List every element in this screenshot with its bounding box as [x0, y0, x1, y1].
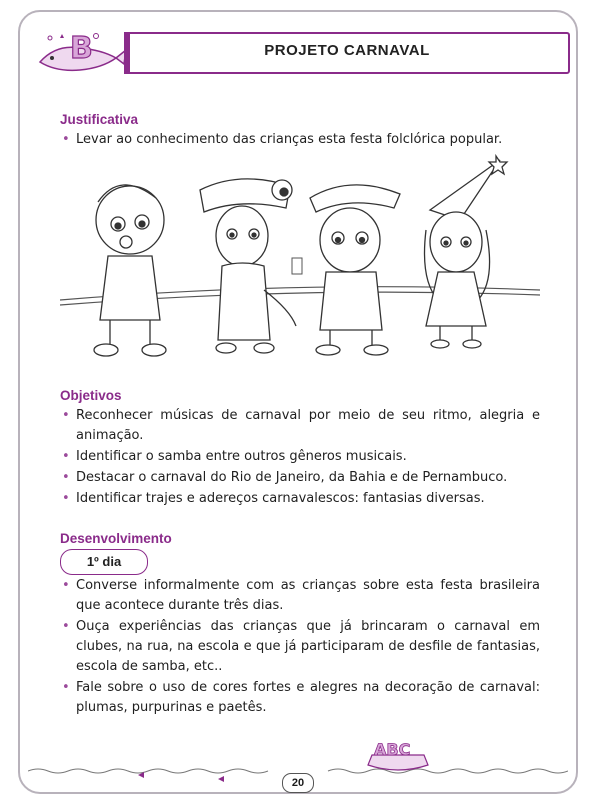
list-item: • Reconhecer músicas de carnaval por meio de seu ritmo, alegria e animação. [60, 406, 540, 446]
children-costumes-illustration [60, 150, 540, 365]
day-badge: 1º dia [60, 549, 148, 575]
list-item: • Fale sobre o uso de cores fortes e alegres na decoração de carnaval: plumas, purpurinas e paetês. [60, 678, 540, 718]
list-item: • Identificar o samba entre outros gêneros musicais. [60, 447, 540, 467]
page-number: 20 [282, 773, 314, 793]
list-item: • Levar ao conhecimento das crianças esta festa folclórica popular. [60, 130, 540, 150]
list-item: • Destacar o carnaval do Rio de Janeiro, da Bahia e de Pernambuco. [60, 468, 540, 488]
list-item: • Converse informalmente com as crianças sobre esta festa brasileira que acontece durante três dias. [60, 576, 540, 616]
justificativa-list [60, 130, 540, 151]
page-title: PROJETO CARNAVAL [264, 42, 430, 59]
list-item: • Identificar trajes e adereços carnavalescos: fantasias diversas. [60, 489, 540, 509]
title-banner [124, 32, 570, 74]
fish-logo-icon [36, 24, 126, 84]
svg-text:B: B [70, 31, 93, 66]
desenvolvimento-list [60, 576, 540, 719]
objetivos-list [60, 406, 540, 510]
header [28, 24, 568, 84]
svg-text:ABC: ABC [374, 740, 411, 759]
section-title-objetivos: Objetivos [60, 388, 122, 403]
section-title-desenvolvimento: Desenvolvimento [60, 531, 172, 546]
section-title-justificativa: Justificativa [60, 112, 139, 127]
list-item: • Ouça experiências das crianças que já brincaram o carnaval em clubes, na rua, na escola e que já participaram de desfile de fantasias, escola de samba, etc.. [60, 617, 540, 677]
